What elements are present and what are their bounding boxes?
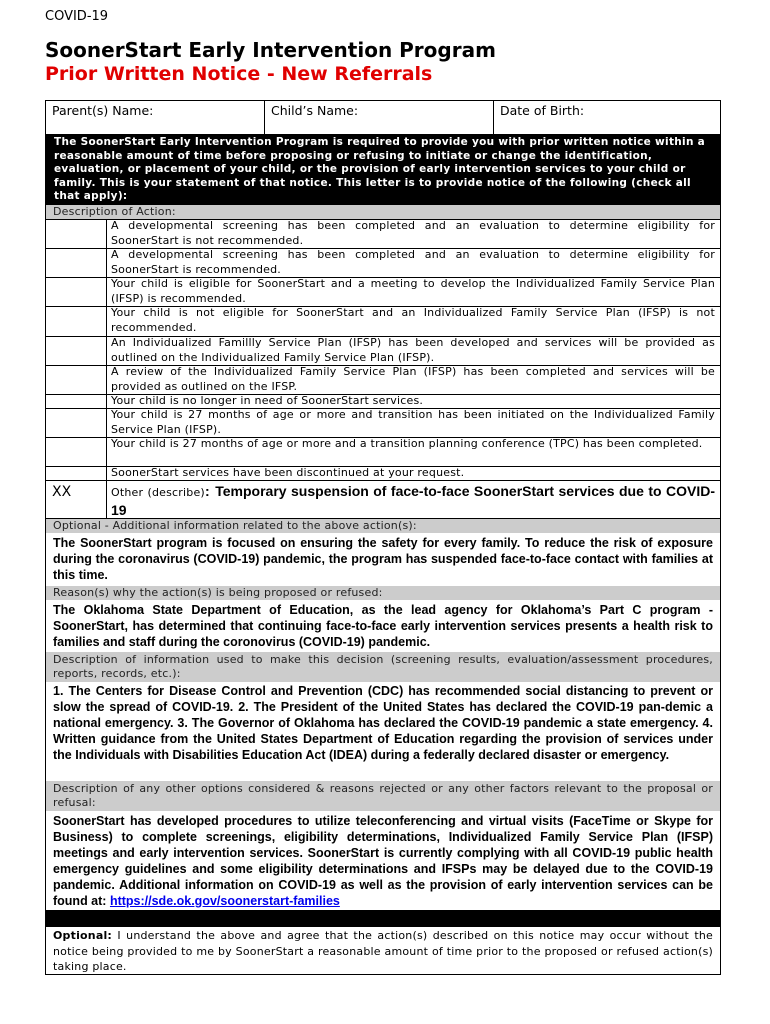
action-checkbox[interactable] bbox=[46, 219, 106, 248]
reasons-label: Reason(s) why the action(s) is being proposed or refused: bbox=[46, 586, 720, 600]
action-item: A review of the Individualized Family Service Plan (IFSP) has been completed and services will be provided as outlined on the IFSP. bbox=[111, 365, 715, 393]
information-used-text: 1. The Centers for Disease Control and Prevention (CDC) has recommended social distancing to prevent or slow the spread of COVID-19. 2. The President of the United States has declared the COVID-19 pan-demic a national emergency. 3. The Governor of Oklahoma has declared the COVID-19 pandemic a state emergency. 4. Written guidance from the United States Department of Education regarding the provision of services under the Individuals with Disabilities Education Act (IDEA) during a federally declared disaster or emergency. bbox=[53, 684, 713, 762]
other-options-body: SoonerStart has developed procedures to utilize teleconferencing and virtual visits (FaceTime or Skype for Business) to complete screenings, eligibility determinations, Individualized Family Service Plan (IFSP) meetings and early intervention services. SoonerStart is currently complying with all COVID-19 public health emergency guidelines and some eligibility determinations and IFSPs may be delayed due to the COVID-19 pandemic. Additional information on COVID-19 as well as the provision of early intervention services can be found at: bbox=[53, 814, 713, 908]
child-name-label: Child’s Name: bbox=[271, 103, 359, 118]
other-options-label: Description of any other options considered & reasons rejected or any other factors relevant to the proposal or refusal: bbox=[46, 781, 720, 811]
action-checkbox[interactable] bbox=[46, 248, 106, 277]
action-item: SoonerStart services have been discontinued at your request. bbox=[111, 466, 465, 479]
reasons-text: The Oklahoma State Department of Education, as the lead agency for Oklahoma’s Part C program - SoonerStart, has determined that continuing face-to-face early intervention services presents a health risk to families and staff during the coronovirus (COVID-19) pandemic. bbox=[53, 603, 713, 649]
action-checkbox[interactable] bbox=[46, 408, 106, 437]
parent-name-label: Parent(s) Name: bbox=[52, 103, 154, 118]
action-checkbox[interactable] bbox=[46, 277, 106, 306]
dob-field[interactable] bbox=[494, 101, 720, 134]
action-checkbox[interactable] bbox=[46, 466, 106, 480]
action-item: Your child is not eligible for SoonerStart and an Individualized Family Service Plan (IFSP) is not recommended. bbox=[111, 306, 715, 334]
other-colon: : bbox=[204, 483, 210, 499]
action-item: Your child is 27 months of age or more and transition has been initiated on the Individualized Family Service Plan (IFSP). bbox=[111, 408, 715, 436]
optional-ack-text: I understand the above and agree that the action(s) described on this notice may occur without the notice being provided to me by SoonerStart a reasonable amount of time prior to the proposed or refused action(s) taking place. bbox=[53, 929, 713, 973]
action-item: Your child is eligible for SoonerStart and a meeting to develop the Individualized Family Service Plan (IFSP) is recommended. bbox=[111, 277, 715, 305]
notice-subtitle: Prior Written Notice - New Referrals bbox=[45, 63, 433, 85]
other-label: Other (describe) bbox=[111, 486, 205, 499]
action-item: Your child is 27 months of age or more and a transition planning conference (TPC) has been completed. bbox=[111, 437, 703, 450]
other-action-item bbox=[107, 481, 719, 518]
optional-info-text: The SoonerStart program is focused on ensuring the safety for every family. To reduce the risk of exposure during the coronavirus (COVID-19) pandemic, the program has suspended face-to-face contact with families at this time. bbox=[53, 536, 713, 582]
notice-statement: The SoonerStart Early Intervention Program is required to provide you with prior written notice within a reasonable amount of time before proposing or refusing to initiate or change the identification, evaluation, or placement of your child, or the provision of early intervention services to your child or family. This is your statement of that notice. This letter is to provide notice of the following (check all that apply): bbox=[46, 134, 720, 205]
other-checkbox[interactable]: XX bbox=[52, 484, 72, 500]
action-item: A developmental screening has been completed and an evaluation to determine eligibility for SoonerStart is recommended. bbox=[111, 248, 715, 276]
program-title: SoonerStart Early Intervention Program bbox=[45, 38, 496, 62]
action-checkbox[interactable] bbox=[46, 306, 106, 336]
optional-info-label: Optional - Additional information related to the above action(s): bbox=[46, 519, 720, 533]
other-description: Temporary suspension of face-to-face SoonerStart services due to COVID-19 bbox=[111, 483, 715, 518]
description-of-action-label: Description of Action: bbox=[46, 205, 720, 219]
information-used-label: Description of information used to make this decision (screening results, evaluation/assessment procedures, reports, records, etc.): bbox=[46, 652, 720, 682]
dob-label: Date of Birth: bbox=[500, 103, 585, 118]
other-options-text bbox=[46, 813, 720, 909]
action-checkbox[interactable] bbox=[46, 437, 106, 466]
optional-ack-label: Optional: bbox=[53, 929, 113, 942]
separator-bar bbox=[46, 910, 720, 927]
action-checkbox[interactable] bbox=[46, 336, 106, 365]
action-item: An Individualized Famillly Service Plan (IFSP) has been developed and services will be provided as outlined on the Individualized Family Service Plan (IFSP). bbox=[111, 336, 715, 364]
parent-name-field[interactable] bbox=[46, 101, 264, 134]
soonerstart-link[interactable]: https://sde.ok.gov/soonerstart-families bbox=[109, 894, 340, 908]
action-item: Your child is no longer in need of SoonerStart services. bbox=[111, 394, 424, 407]
child-name-field[interactable] bbox=[265, 101, 493, 134]
action-item: A developmental screening has been completed and an evaluation to determine eligibility for SoonerStart is not recommended. bbox=[111, 219, 715, 247]
action-checkbox[interactable] bbox=[46, 365, 106, 394]
document-label: COVID-19 bbox=[45, 9, 109, 24]
optional-acknowledgement bbox=[46, 928, 720, 974]
action-checkbox[interactable] bbox=[46, 394, 106, 408]
